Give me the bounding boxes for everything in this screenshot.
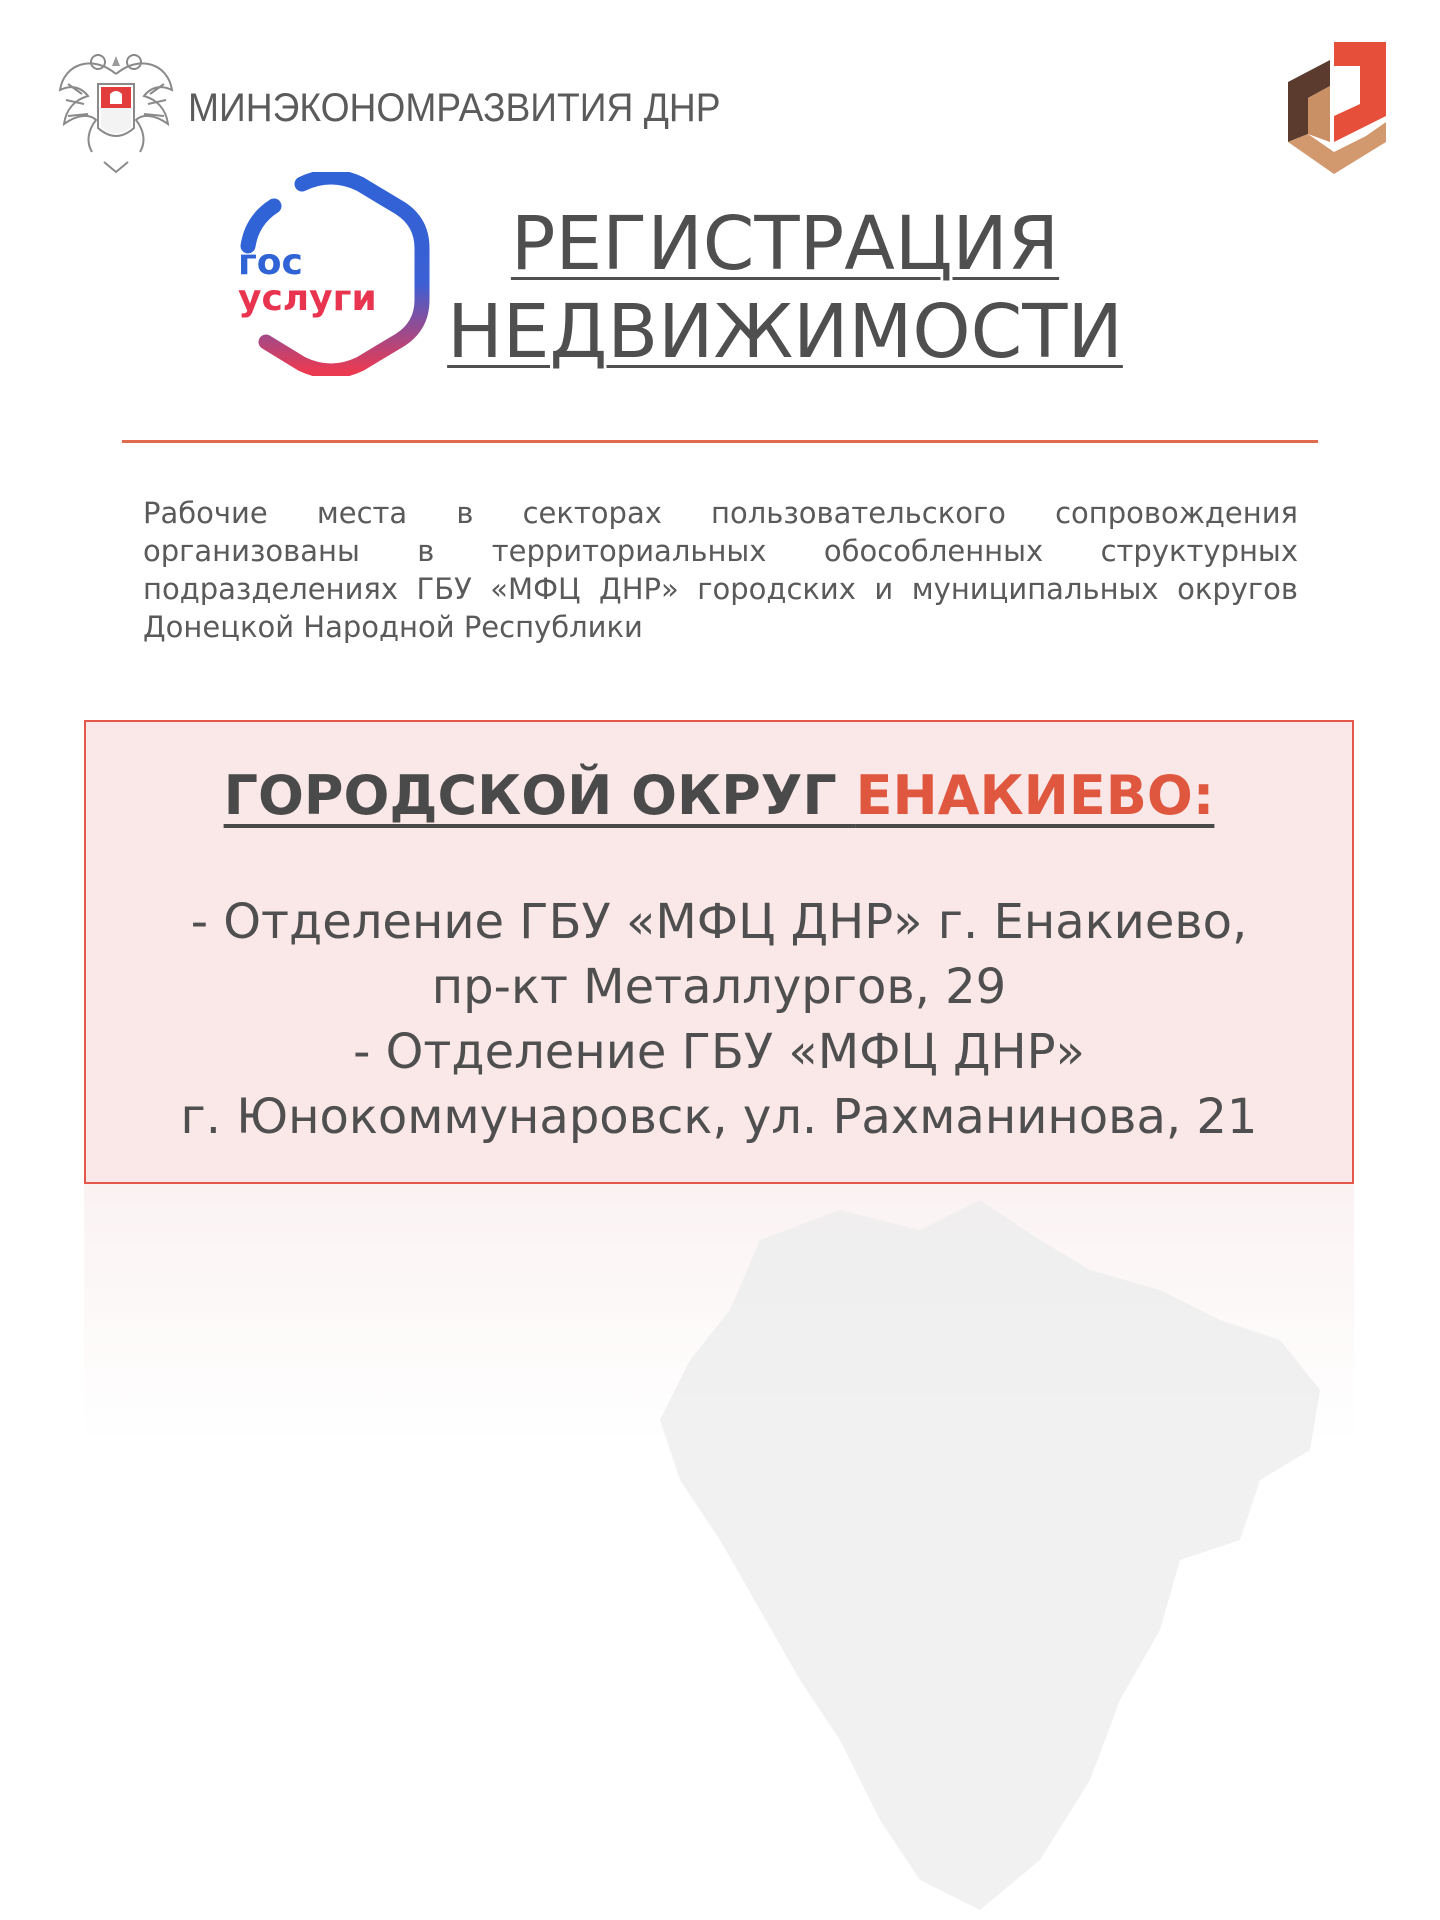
- district-heading-city: ЕНАКИЕВО:: [855, 764, 1215, 827]
- mfc-logo-icon: [1278, 42, 1388, 174]
- title-line-2: НЕДВИЖИМОСТИ: [447, 289, 1123, 375]
- gosuslugi-logo: [232, 172, 430, 376]
- office-line: - Отделение ГБУ «МФЦ ДНР» г. Енакиево,: [190, 894, 1248, 950]
- title-line-1: РЕГИСТРАЦИЯ: [510, 201, 1060, 287]
- intro-paragraph: Рабочие места в секторах пользовательского сопровождения организованы в территориальных обособленных структурных подразделениях ГБУ «МФЦ ДНР» городских и муниципальных округов Донецкой Народной Республики: [143, 496, 1298, 644]
- region-map-silhouette: [620, 1180, 1420, 1920]
- gosuslugi-line2: услуги: [238, 278, 377, 319]
- office-line: пр-кт Металлургов, 29: [431, 959, 1007, 1015]
- gosuslugi-line1: гос: [238, 242, 303, 283]
- page-title: [440, 200, 1130, 376]
- district-info-box: [84, 720, 1354, 1184]
- dnr-coat-of-arms-icon: [52, 44, 180, 174]
- divider: [122, 440, 1318, 443]
- district-heading: [86, 764, 1352, 827]
- office-line: г. Юнокоммунаровск, ул. Рахманинова, 21: [180, 1089, 1258, 1145]
- office-list: [86, 890, 1352, 1150]
- office-line: - Отделение ГБУ «МФЦ ДНР»: [353, 1024, 1085, 1080]
- district-heading-prefix: ГОРОДСКОЙ ОКРУГ: [223, 764, 856, 827]
- ministry-name: МИНЭКОНОМРАЗВИТИЯ ДНР: [188, 86, 721, 130]
